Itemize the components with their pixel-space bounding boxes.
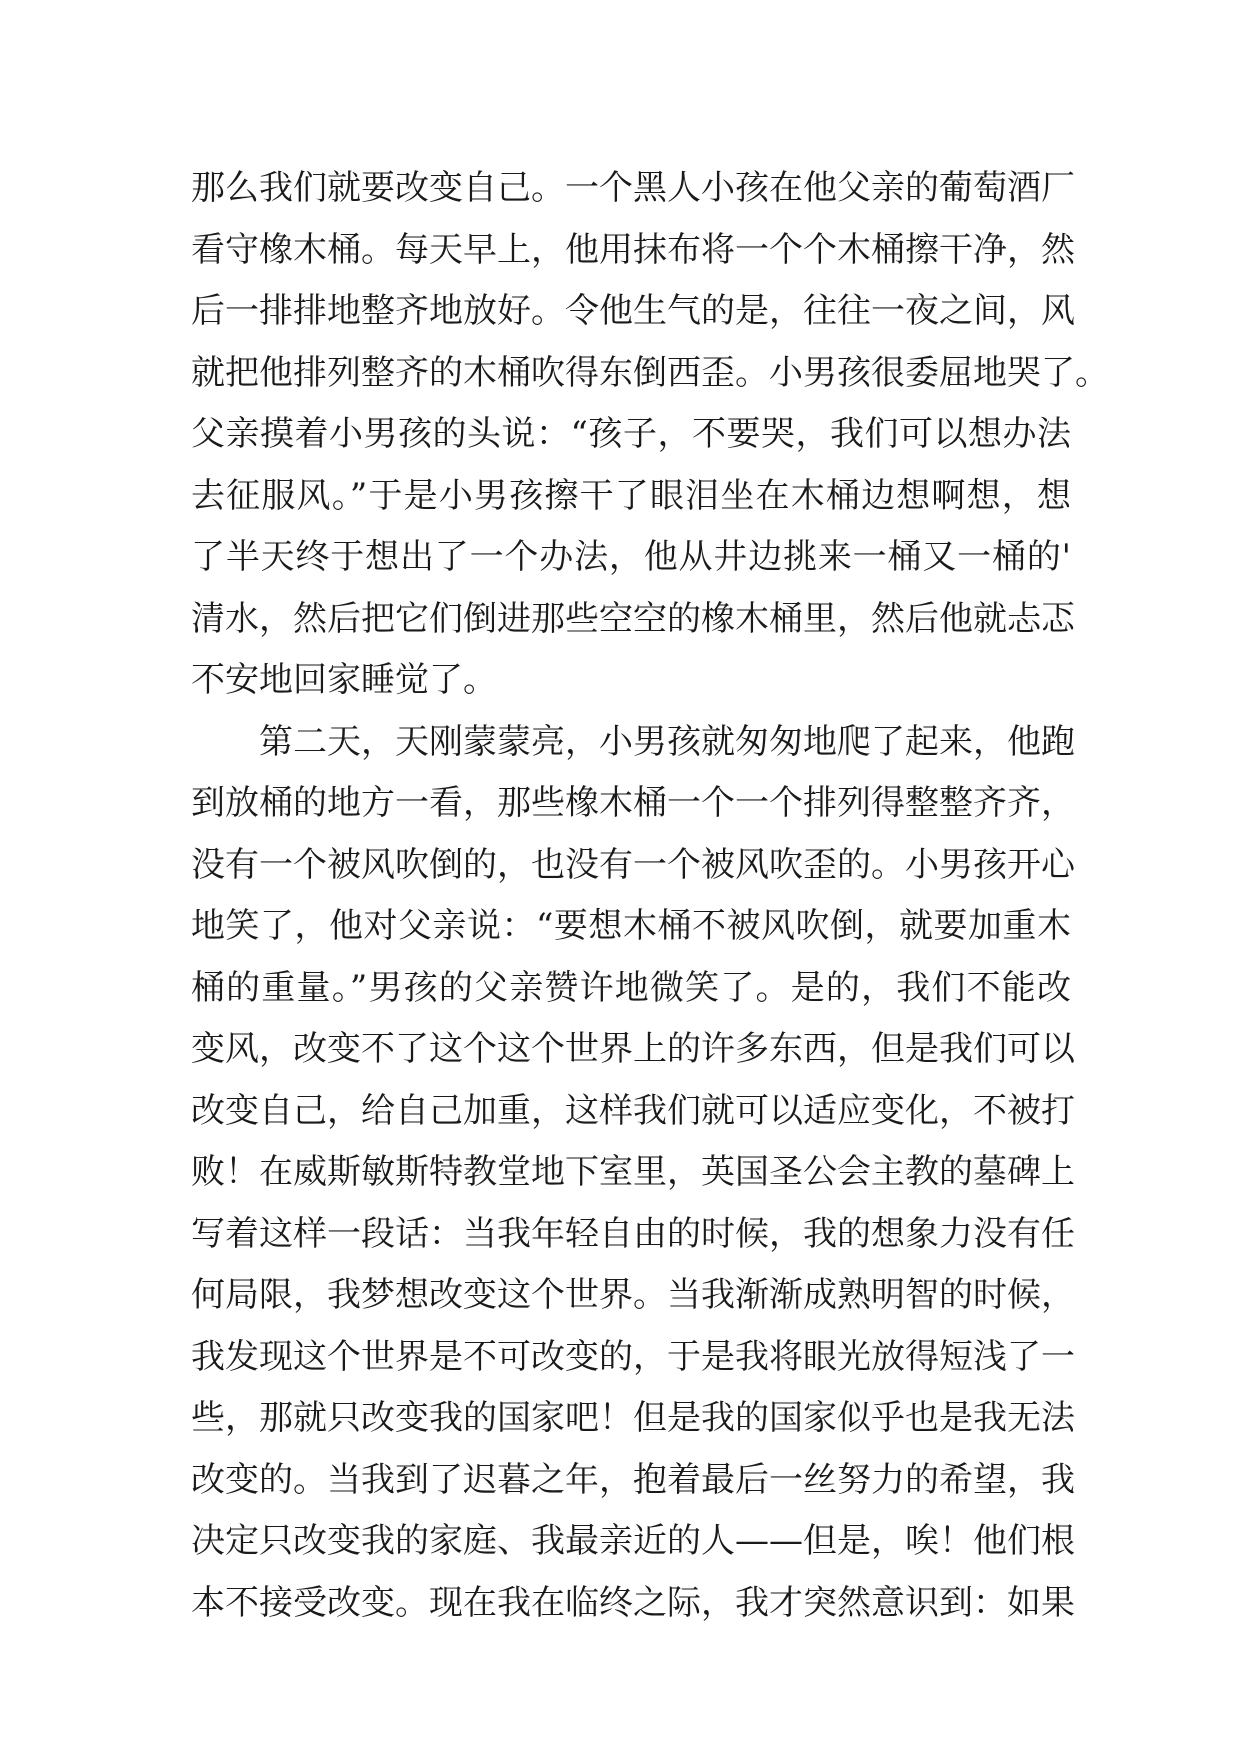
text-line: 父亲摸着小男孩的头说：“孩子，不要哭，我们可以想办法 [191, 414, 1071, 454]
text-line: 去征服风。”于是小男孩擦干了眼泪坐在木桶边想啊想，想 [191, 475, 1071, 516]
text-line: 就把他排列整齐的木桶吹得东倒西歪。小男孩很委屈地哭了。 [191, 352, 1109, 393]
text-line: 了半天终于想出了一个办法，他从井边挑来一桶又一桶的' [191, 537, 1071, 577]
text-line: 败！在威斯敏斯特教堂地下室里，英国圣公会主教的墓碑上 [191, 1152, 1075, 1192]
text-line: 不安地回家睡觉了。 [191, 660, 497, 700]
text-line: 没有一个被风吹倒的，也没有一个被风吹歪的。小男孩开心 [191, 844, 1075, 885]
text-line: 地笑了，他对父亲说：“要想木桶不被风吹倒，就要加重木 [191, 906, 1071, 946]
text-line: 些，那就只改变我的国家吧！但是我的国家似乎也是我无法 [191, 1398, 1075, 1438]
paragraph-2 [191, 712, 1075, 1635]
text-line: 何局限，我梦想改变这个世界。当我渐渐成熟明智的时候， [191, 1275, 1075, 1315]
text-line: 第二天，天刚蒙蒙亮，小男孩就匆匆地爬了起来，他跑 [259, 721, 1075, 762]
text-line: 后一排排地整齐地放好。令他生气的是，往往一夜之间，风 [191, 291, 1075, 331]
text-line: 决定只改变我的家庭、我最亲近的人——但是，唉！他们根 [191, 1521, 1075, 1561]
text-line: 看守橡木桶。每天早上，他用抹布将一个个木桶擦干净，然 [191, 229, 1075, 270]
text-line: 清水，然后把它们倒进那些空空的橡木桶里，然后他就忐忑 [191, 598, 1075, 639]
text-line: 写着这样一段话：当我年轻自由的时候，我的想象力没有任 [191, 1213, 1075, 1254]
text-line: 桶的重量。”男孩的父亲赞许地微笑了。是的，我们不能改 [191, 967, 1071, 1008]
text-line: 改变自己，给自己加重，这样我们就可以适应变化，不被打 [191, 1090, 1075, 1131]
text-line: 变风，改变不了这个这个世界上的许多东西，但是我们可以 [191, 1029, 1075, 1069]
text-line: 本不接受改变。现在我在临终之际，我才突然意识到：如果 [191, 1582, 1075, 1623]
text-line: 那么我们就要改变自己。一个黑人小孩在他父亲的葡萄酒厂 [191, 168, 1075, 208]
text-line: 改变的。当我到了迟暮之年，抱着最后一丝努力的希望，我 [191, 1459, 1075, 1500]
text-line: 我发现这个世界是不可改变的，于是我将眼光放得短浅了一 [191, 1336, 1075, 1377]
paragraph-1 [191, 158, 1109, 712]
text-line: 到放桶的地方一看，那些橡木桶一个一个排列得整整齐齐， [191, 783, 1075, 823]
body-text [191, 158, 1109, 1634]
